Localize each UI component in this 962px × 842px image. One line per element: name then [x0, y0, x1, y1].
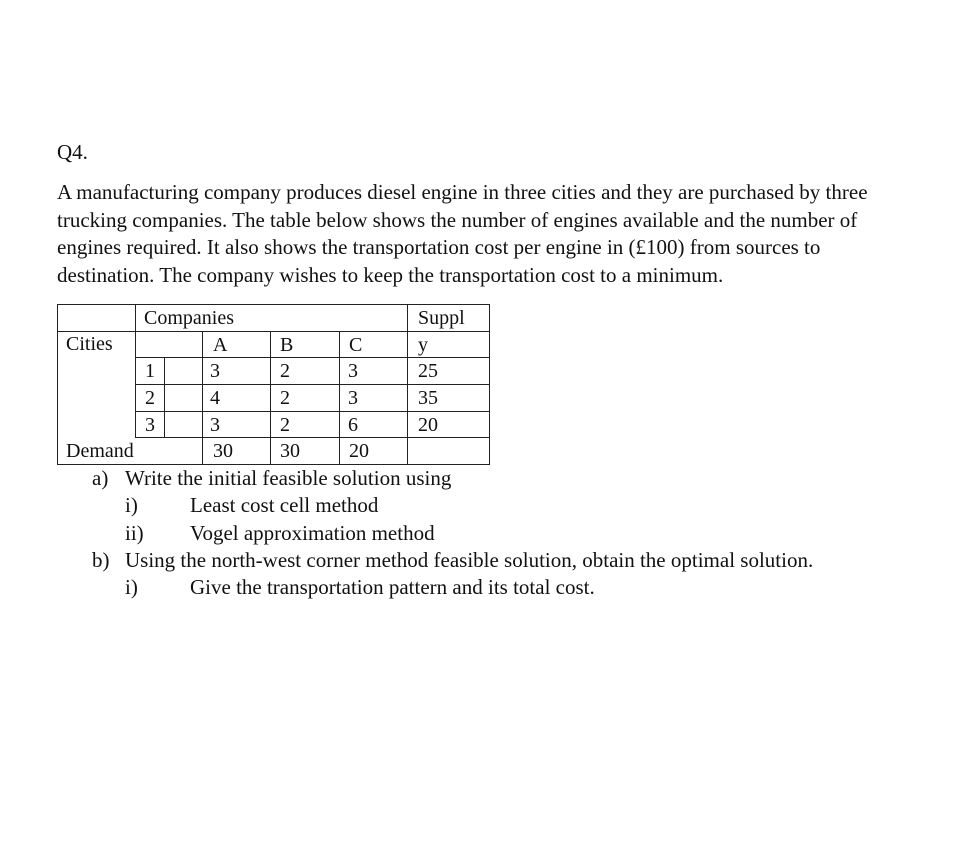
column-header: C [349, 334, 363, 356]
demand-cell: 20 [349, 440, 369, 462]
demand-cell: 30 [280, 440, 300, 462]
table-rule [164, 357, 165, 437]
table-rule [489, 304, 490, 464]
table-rule [135, 357, 490, 358]
cost-cell: 3 [210, 360, 220, 382]
question-number: Q4. [57, 140, 88, 164]
part-a-marker: a) [92, 466, 109, 490]
table-rule [57, 304, 490, 305]
part-b-item-text: Give the transportation pattern and its total cost. [190, 575, 595, 599]
part-a-item-text: Least cost cell method [190, 493, 379, 517]
intro-line: destination. The company wishes to keep the transportation cost to a minimum. [57, 262, 724, 287]
column-header: A [213, 334, 228, 356]
table-rule [339, 331, 340, 464]
intro-line: A manufacturing company produces diesel engine in three cities and they are purchased by three [57, 180, 868, 204]
part-a-item-marker: ii) [125, 521, 144, 545]
table-rule [57, 464, 490, 465]
supply-cell: 20 [418, 414, 438, 436]
cost-cell: 4 [210, 387, 220, 409]
cost-cell: 3 [348, 360, 358, 382]
companies-header: Companies [144, 307, 234, 329]
supply-header: Suppl [418, 307, 465, 329]
supply-cell: 25 [418, 360, 438, 382]
question-intro [57, 179, 937, 289]
supply-cell: 35 [418, 387, 438, 409]
table-rule [135, 437, 490, 438]
table-rule [135, 411, 490, 412]
cities-header: Cities [66, 333, 113, 355]
city-label: 2 [145, 387, 155, 409]
table-rule [407, 304, 408, 464]
city-label: 3 [145, 414, 155, 436]
table-rule [135, 304, 136, 437]
city-label: 1 [145, 360, 155, 382]
cost-cell: 2 [280, 414, 290, 436]
table-rule [57, 331, 490, 332]
table-rule [270, 331, 271, 464]
part-a-text: Write the initial feasible solution using [125, 466, 452, 490]
demand-label: Demand [66, 440, 134, 462]
part-b-text: Using the north-west corner method feasible solution, obtain the optimal solution. [125, 548, 814, 572]
part-b-marker: b) [92, 548, 110, 572]
intro-line: engines required. It also shows the transportation cost per engine in (£100) from sources to [57, 235, 821, 260]
cost-cell: 6 [348, 414, 358, 436]
demand-cell: 30 [213, 440, 233, 462]
table-rule [202, 331, 203, 464]
cost-cell: 2 [280, 360, 290, 382]
part-b-item-marker: i) [125, 575, 138, 599]
part-a-item-marker: i) [125, 493, 138, 517]
part-a-item-text: Vogel approximation method [190, 521, 435, 545]
table-rule [57, 304, 58, 464]
cost-cell: 3 [210, 414, 220, 436]
supply-header: y [418, 334, 428, 356]
cost-cell: 3 [348, 387, 358, 409]
column-header: B [280, 334, 294, 356]
table-rule [135, 384, 490, 385]
intro-line: trucking companies. The table below shows the number of engines available and the number of [57, 207, 858, 232]
cost-cell: 2 [280, 387, 290, 409]
